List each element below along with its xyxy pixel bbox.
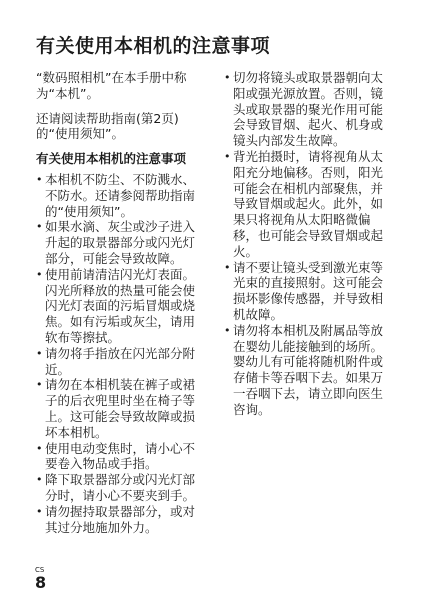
- intro-paragraph: 还请阅读帮助指南(第2页)的“使用须知”。: [36, 110, 179, 142]
- intro-paragraph: “数码照相机”在本手册中称为“本机”。: [36, 70, 187, 101]
- bullet-item: • 降下取景器部分或闪光灯部分时，请小心不要夹到手。: [36, 472, 206, 504]
- bullet-item: • 切勿将镜头或取景器朝向太阳或强光源放置。否则，镜头或取景器的聚光作用可能会导致冒烟、起火、机身或镜头内部发生故障。: [224, 70, 394, 149]
- bullet-item: • 使用前请清洁闪光灯表面。闪光所释放的热量可能会使闪光灯表面的污垢冒烟或烧焦。如有污垢或灰尘，请用软布等擦拭。: [36, 267, 206, 346]
- page-number: 8: [35, 573, 47, 592]
- bullet-item: • 本相机不防尘、不防溅水、不防水。还请参阅帮助指南的“使用须知”。: [36, 172, 206, 219]
- bullet-item: • 请勿将手指放在闪光部分附近。: [36, 346, 206, 378]
- bullet-item: • 请勿握持取景器部分，或对其过分地施加外力。: [36, 504, 206, 536]
- page-footer: [35, 566, 46, 592]
- bullet-item: • 背光拍摄时，请将视角从太阳充分地偏移。否则，阳光可能会在相机内部聚焦，并导致冒烟或起火。此外，如果只将视角从太阳略微偏移，也可能会导致冒烟或起火。: [224, 149, 394, 260]
- section-subheading: 有关使用本相机的注意事项: [36, 151, 187, 167]
- bullet-item: • 请不要让镜头受到激光束等光束的直接照射。这可能会损坏影像传感器，并导致相机故障。: [224, 260, 394, 323]
- left-column: [36, 70, 206, 535]
- precaution-list-right: [224, 70, 394, 418]
- bullet-item: • 请勿在本相机装在裤子或裙子的后衣兜里时坐在椅子等上。这可能会导致故障或损坏本相机。: [36, 377, 206, 440]
- right-column: [224, 70, 394, 418]
- bullet-item: • 使用电动变焦时，请小心不要卷入物品或手指。: [36, 441, 206, 473]
- bullet-item: • 如果水滴、灰尘或沙子进入升起的取景器部分或闪光灯部分，可能会导致故障。: [36, 219, 206, 266]
- bullet-item: • 请勿将本相机及附属品等放在婴幼儿能接触到的场所。婴幼儿有可能将随机附件或存储卡等吞咽下去。如果万一吞咽下去，请立即向医生咨询。: [224, 323, 394, 418]
- precaution-list-left: [36, 172, 206, 535]
- language-code: CS: [35, 566, 45, 574]
- page-title: 有关使用本相机的注意事项: [36, 35, 271, 57]
